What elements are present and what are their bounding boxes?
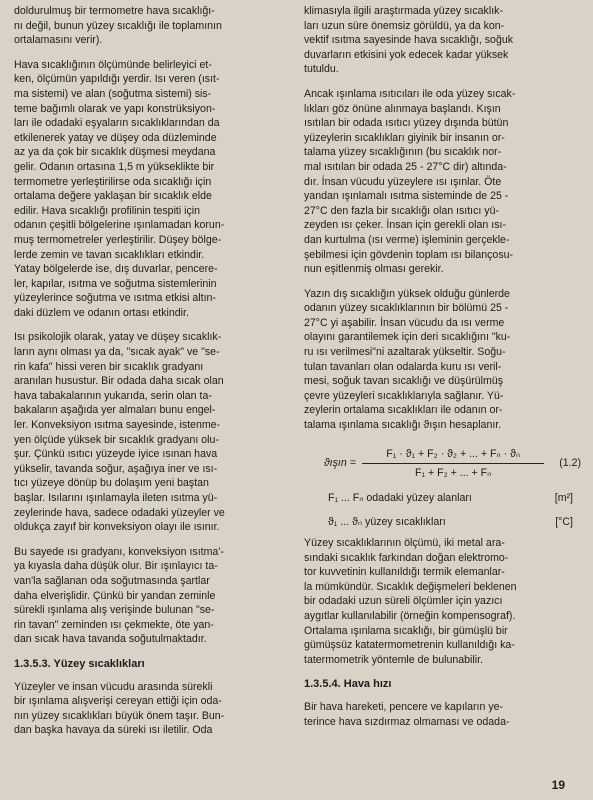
text-line: odanın çeşitli bölgelerine ışınlamadan korun- — [14, 219, 225, 232]
text-line: yükselir, tavanda soğur, aşağıya iner ve ısı- — [14, 462, 218, 475]
equation-numerator: F₁ · ϑ₁ + F₂ · ϑ₂ + ... + Fₙ · ϑₙ — [386, 447, 521, 460]
equation-number: (1.2) — [559, 457, 581, 470]
text-line: başlar. Isılarını ışınlamayla ileten ısıtma yü- — [14, 492, 218, 504]
text-line: zeyden ısı çeker. İnsan için gerekli olan ısı- — [304, 219, 506, 232]
text-line: talama yüzey sıcaklığının (bu sıcaklık nor- — [304, 146, 502, 159]
fraction-bar — [362, 463, 545, 464]
text-line: ların aynı olması ya da, "sıcak ayak" ve "se- — [14, 346, 220, 359]
text-line: tulan tavanları olan odalarda kuru ısı veril- — [304, 360, 502, 373]
text-line: Hava sıcaklığının ölçümünde belirleyici et- — [14, 58, 212, 71]
equation-fraction — [362, 447, 545, 481]
definition-unit: [°C] — [555, 516, 573, 529]
text-line: bakaların aşağıda yer almaları bunu engel- — [14, 404, 216, 417]
text-line: yandan ışınlamalı ısıtma sisteminde de 25 - — [304, 190, 509, 203]
section-heading: 1.3.5.4. Hava hızı — [304, 678, 392, 691]
text-line: yüzeylerince soğutma ve ısıtma etkisi altın- — [14, 292, 216, 305]
text-line: sındaki sıcaklık farkından doğan elektromo- — [304, 551, 509, 564]
text-line: Ortalama ışınlama sıcaklığı, bir gümüşlü bir — [304, 624, 508, 637]
text-line: rin tavan" zeminden ısı çekmekte, öte yan- — [14, 618, 214, 631]
equation — [304, 447, 581, 481]
text-line: Isı psikolojik olarak, yatay ve düşey sıcaklık- — [14, 331, 222, 344]
text-line: dan başka havaya da süreki ısı iletilir. Oda — [14, 724, 213, 737]
text-line: ma sistemi) ve alan (soğutma sistemi) sis- — [14, 87, 212, 100]
text-line: talama ışınlama sıcaklığı ϑışın hesaplanır. — [304, 419, 502, 432]
text-line: etkilenerek yatay ve düşey oda düzleminde — [14, 131, 217, 144]
text-line: dan kurtulma (ısı verme) işleminin gerçekle- — [304, 233, 510, 246]
text-line: terince hava sızdırmaz olmaması ve odada- — [304, 715, 510, 728]
paragraph — [14, 680, 290, 738]
text-line: çevre yüzeyleri sıcaklıklarıyla sağlanır. Yü- — [304, 389, 504, 402]
text-line: vektif ısıtma sayesinde hava sıcaklığı, soğuk — [304, 34, 514, 47]
paragraph — [14, 58, 290, 321]
paragraph — [304, 287, 581, 433]
text-line: doldurulmuş bir termometre hava sıcaklığı- — [14, 5, 215, 17]
text-line: ları ile odadaki eşyaların sıcaklıklarından da — [14, 117, 220, 130]
paragraph — [304, 536, 581, 667]
text-line: hava tabakalarının yukarıda, serin olan ta- — [14, 389, 212, 402]
right-column — [304, 4, 581, 739]
text-line: tor kuvvetinin kullanıldığı termik elemanlar- — [304, 566, 505, 579]
page-number: 19 — [551, 778, 565, 792]
text-line: teme bağımlı olarak ve yapı konstrüksiyon- — [14, 102, 216, 115]
definition-unit: [m²] — [554, 491, 573, 504]
text-line: Yatay bölgelerde ise, dış duvarlar, pencere- — [14, 263, 218, 276]
text-line: tatermometrik yöntemle de bulunabilir. — [304, 653, 484, 666]
text-line: Yüzeyler ve insan vücudu arasında sürekli — [14, 680, 213, 693]
text-line: gelir. Odanın ortasına 1,5 m yükseklikte bir — [14, 160, 215, 173]
text-line: zeylerinde hava, sadece odadaki yüzeyler ve — [14, 506, 225, 519]
text-line: nun eşitlenmiş olması gerekir. — [304, 263, 444, 276]
text-line: Bir hava hareketi, pencere ve kapıların ye- — [304, 700, 504, 713]
section-heading: 1.3.5.3. Yüzey sıcaklıkları — [14, 657, 145, 670]
text-line: nın yüzey sıcaklıkları büyük önem taşır. Bun- — [14, 709, 225, 722]
text-line: Ancak ışınlama ısıtıcıları ile oda yüzey sıcak- — [304, 87, 516, 100]
text-line: ları uzun süre önemsiz görüldü, ya da kon- — [304, 19, 505, 32]
text-line: ken, ölçümün yapıldığı yerdir. Isı veren (ısıt- — [14, 73, 220, 86]
left-column — [14, 4, 290, 748]
text-line: sürekli ışınlama alış verişinde bulunan "se- — [14, 604, 215, 617]
paragraph — [14, 330, 290, 534]
text-line: bir odadaki uzun süreli ölçümler için yazıcı — [304, 595, 503, 608]
text-line: Yazın dış sıcaklığın yüksek olduğu günlerde — [304, 287, 510, 300]
equation-block — [304, 447, 581, 530]
text-line: oldukça zayıf bir konveksiyon olayı ile ısınır. — [14, 521, 220, 534]
text-line: dan sıcak hava tavanda soğutulmaktadır. — [14, 633, 207, 646]
text-line: 27°C den fazla bir sıcaklığı olan ısıtıcı yü- — [304, 204, 500, 217]
text-line: bir ışınlama alışverişi cereyan ettiği için oda- — [14, 695, 222, 708]
definition-row — [328, 515, 581, 530]
text-line: nı değil, bunun yüzey sıcaklığı ile toplamının — [14, 19, 222, 32]
text-line: ortalama değere yaklaşan bir sıcaklık elde — [14, 190, 212, 203]
paragraph — [304, 87, 581, 277]
text-line: dır. İnsan vücudu yüzeylere ısı ışınlar. Öte — [304, 175, 502, 188]
text-line: Bu sayede ısı gradyanı, konveksiyon ısıtma'- — [14, 545, 224, 558]
text-line: lıkları göz önüne alınmaya başlandı. Kışın — [304, 102, 501, 115]
text-line: termometre yerleştirilirse oda sıcaklığı için — [14, 175, 212, 188]
text-line: 27°C yi aşabilir. İnsan vücudu da ısı verme — [304, 316, 505, 329]
equation-lhs: ϑışın = — [323, 457, 356, 470]
text-line: gümüşsüz katatermometrenin kullanıldığı ka- — [304, 639, 515, 652]
text-line: mesi, soğuk tavan sıcaklığı ve düşürülmüş — [304, 375, 504, 388]
text-line: aranılan husustur. Bir odada daha sıcak olan — [14, 375, 224, 388]
paragraph — [304, 700, 581, 729]
paragraph — [14, 4, 290, 48]
text-line: şebilmesi için gövdenin toplam ısı bilançosu- — [304, 248, 514, 261]
text-line: ısıtılan bir odada ısıtıcı yüzey dışında bütün — [304, 117, 509, 130]
text-line: van'la sağlanan oda soğutmasında şartlar — [14, 574, 210, 587]
text-line: daki düzlem ve odanın ortası etkindir. — [14, 306, 189, 319]
text-line: odanın yüzey sıcaklıklarının bir bölümü 25 - — [304, 302, 509, 315]
text-line: duvarların etkisini yok edecek kadar yüksek — [304, 48, 509, 61]
text-line: mal ısıtılan bir odada 25 - 27°C dir) altında- — [304, 160, 507, 173]
text-line: tıcı yüzeye dönüp bu dolaşım yeni baştan — [14, 477, 209, 490]
text-line: edilir. Hava sıcaklığı profilinin tespiti için — [14, 204, 201, 217]
text-line: tutuldu. — [304, 63, 339, 76]
text-line: zeylerin ortalama sıcaklıkları ile odanın or- — [304, 404, 503, 417]
definition-row — [328, 491, 581, 506]
text-line: aygıtlar kullanılabilir (örneğin kompensograf). — [304, 609, 516, 622]
definition-text: ϑ₁ ... ϑₙ yüzey sıcaklıkları — [328, 516, 446, 529]
text-line: lerde zemin ve tavan sıcaklıkları etkindir. — [14, 248, 205, 261]
paragraph — [14, 545, 290, 647]
text-line: muş termometreler yerleştirilir. Düşey bölge- — [14, 233, 222, 246]
text-line: ru ısı verilmesi"ni azaltarak yükseltir. Soğu- — [304, 346, 506, 359]
text-line: daha elverişlidir. Çünkü bir yandan zeminle — [14, 589, 216, 602]
text-line: klimasıyla ilgili araştırmada yüzey sıcaklık- — [304, 5, 503, 17]
text-line: şur. Çünkü ısıtıcı yüzeyde iyice ısınan hava — [14, 448, 218, 461]
definition-text: F₁ ... Fₙ odadaki yüzey alanları — [328, 491, 472, 504]
text-line: ler. Konveksiyon ısıtma sayesinde, istenme- — [14, 419, 221, 432]
text-line: la mümkündür. Sıcaklık değişmeleri beklenen — [304, 580, 517, 593]
text-line: rin kafa" hissi veren bir sıcaklık gradyanı — [14, 360, 204, 373]
text-line: Yüzey sıcaklıklarının ölçümü, iki metal ara- — [304, 537, 505, 549]
paragraph — [304, 4, 581, 77]
text-line: yüzeylerin sıcaklıkları giyinik bir insanın or- — [304, 131, 505, 144]
equation-denominator: F₁ + F₂ + ... + Fₙ — [415, 467, 492, 480]
text-line: yen ölçüde yüksek bir sıcaklık gradyanı olu- — [14, 433, 219, 446]
text-line: ortalamasını verir). — [14, 34, 103, 47]
text-line: ler, kapılar, ısıtma ve soğutma sistemlerinin — [14, 277, 217, 290]
text-line: ya kıyasla daha düşük olur. Bir ışınlayıcı ta- — [14, 560, 218, 573]
text-line: az ya da çok bir sıcaklık düşmesi meydana — [14, 146, 216, 159]
text-line: olayını garantilemek için deri sıcaklığını "ku- — [304, 331, 511, 344]
